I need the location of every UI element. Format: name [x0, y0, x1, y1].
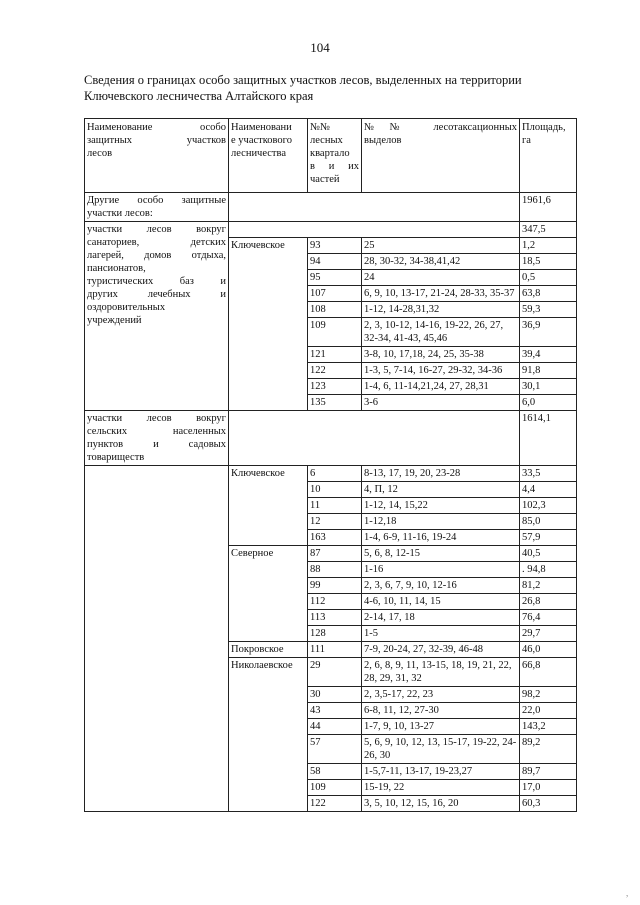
label-line: учреждений: [87, 315, 142, 326]
plot-numbers: 3-8, 10, 17,18, 24, 25, 35-38: [362, 347, 520, 363]
quarter-number: 123: [308, 379, 362, 395]
header-line: Площадь,: [522, 122, 566, 133]
plot-numbers: 25: [362, 238, 520, 254]
plot-numbers: 1-5: [362, 626, 520, 642]
quarter-number: 121: [308, 347, 362, 363]
plot-numbers: 1-12, 14-28,31,32: [362, 302, 520, 318]
header-forestry-name: [229, 119, 308, 193]
quarter-number: 135: [308, 395, 362, 411]
label-line: туристических баз и: [87, 276, 226, 287]
empty-cell: [85, 466, 229, 812]
quarter-number: 6: [308, 466, 362, 482]
area-value: 1,2: [520, 238, 577, 254]
area-value: 81,2: [520, 578, 577, 594]
forestry-name: Николаевское: [229, 658, 308, 812]
plot-numbers: 6-8, 11, 12, 27-30: [362, 703, 520, 719]
area-value: 0,5: [520, 270, 577, 286]
area-value: 63,8: [520, 286, 577, 302]
label-line: оздоровительных: [87, 302, 166, 313]
page-number: 104: [310, 40, 330, 55]
quarter-number: 112: [308, 594, 362, 610]
header-quarter-numbers: [308, 119, 362, 193]
area-value: 22,0: [520, 703, 577, 719]
forest-zones-table: [84, 118, 577, 812]
plot-numbers: 1-3, 5, 7-14, 16-27, 29-32, 34-36: [362, 363, 520, 379]
plot-numbers: 4, П, 12: [362, 482, 520, 498]
label-line: участки лесов:: [87, 208, 153, 219]
quarter-number: 30: [308, 687, 362, 703]
quarter-number: 93: [308, 238, 362, 254]
group-total-area: 347,5: [520, 222, 577, 238]
quarter-number: 10: [308, 482, 362, 498]
quarter-number: 11: [308, 498, 362, 514]
area-value: 89,2: [520, 735, 577, 764]
quarter-number: 108: [308, 302, 362, 318]
area-value: 39,4: [520, 347, 577, 363]
zone-group-label: [85, 411, 229, 466]
plot-numbers: 1-12, 14, 15,22: [362, 498, 520, 514]
label-line: сельских населенных: [87, 426, 226, 437]
label-line: Другие особо защитные: [87, 195, 226, 206]
area-value: 29,7: [520, 626, 577, 642]
plot-numbers: 5, 6, 9, 10, 12, 13, 15-17, 19-22, 24-26, 30: [362, 735, 520, 764]
quarter-number: 43: [308, 703, 362, 719]
title-line: Ключевского лесничества Алтайского края: [84, 89, 314, 103]
quarter-number: 95: [308, 270, 362, 286]
plot-numbers: 1-12,18: [362, 514, 520, 530]
header-line: га: [522, 135, 531, 146]
quarter-number: 88: [308, 562, 362, 578]
quarter-number: 99: [308, 578, 362, 594]
area-value: 59,3: [520, 302, 577, 318]
header-zone-name: [85, 119, 229, 193]
forestry-name: Ключевское: [229, 466, 308, 546]
other-zones-label: [85, 193, 229, 222]
plot-numbers: 2, 3, 10-12, 14-16, 19-22, 26, 27, 32-34, 41-43, 45,46: [362, 318, 520, 347]
area-value: 40,5: [520, 546, 577, 562]
area-value: 66,8: [520, 658, 577, 687]
table-header-row: [85, 119, 577, 193]
quarter-number: 87: [308, 546, 362, 562]
area-value: 85,0: [520, 514, 577, 530]
plot-numbers: 3-6: [362, 395, 520, 411]
plot-numbers: 15-19, 22: [362, 780, 520, 796]
zone-group-label: [85, 222, 229, 411]
header-line: выделов: [364, 135, 402, 146]
quarter-number: 113: [308, 610, 362, 626]
plot-numbers: 6, 9, 10, 13-17, 21-24, 28-33, 35-37: [362, 286, 520, 302]
forestry-name: Ключевское: [229, 238, 308, 411]
area-value: 30,1: [520, 379, 577, 395]
area-value: 18,5: [520, 254, 577, 270]
header-line: Наименовани: [231, 122, 292, 133]
area-value: 4,4: [520, 482, 577, 498]
plot-numbers: 1-7, 9, 10, 13-27: [362, 719, 520, 735]
header-line: е участкового: [231, 135, 292, 146]
header-line: №№: [310, 122, 331, 133]
area-value: 36,9: [520, 318, 577, 347]
plot-numbers: 1-4, 6-9, 11-16, 19-24: [362, 530, 520, 546]
area-value: 57,9: [520, 530, 577, 546]
label-line: других лечебных и: [87, 289, 226, 300]
area-value: 102,3: [520, 498, 577, 514]
quarter-number: 122: [308, 363, 362, 379]
quarter-number: 57: [308, 735, 362, 764]
plot-numbers: 1-4, 6, 11-14,21,24, 27, 28,31: [362, 379, 520, 395]
header-line: защитных участков: [87, 135, 226, 146]
plot-numbers: 3, 5, 10, 12, 15, 16, 20: [362, 796, 520, 812]
area-value: 6,0: [520, 395, 577, 411]
label-line: пансионатов,: [87, 263, 146, 274]
header-line: квартало: [310, 148, 350, 159]
area-value: 26,8: [520, 594, 577, 610]
quarter-number: 58: [308, 764, 362, 780]
plot-numbers: 28, 30-32, 34-38,41,42: [362, 254, 520, 270]
quarter-number: 109: [308, 780, 362, 796]
label-line: санаториев, детских: [87, 237, 226, 248]
title-line: Сведения о границах особо защитных участков лесов, выделенных на территории: [84, 73, 522, 87]
area-value: 33,5: [520, 466, 577, 482]
area-value: 17,0: [520, 780, 577, 796]
label-line: участки лесов вокруг: [87, 413, 226, 424]
quarter-number: 29: [308, 658, 362, 687]
quarter-number: 44: [308, 719, 362, 735]
plot-numbers: 1-16: [362, 562, 520, 578]
quarter-number: 128: [308, 626, 362, 642]
area-value: 76,4: [520, 610, 577, 626]
header-line: лесничества: [231, 148, 286, 159]
area-value: 91,8: [520, 363, 577, 379]
header-line: лесов: [87, 148, 113, 159]
plot-numbers: 2, 6, 8, 9, 11, 13-15, 18, 19, 21, 22, 28, 29, 31, 32: [362, 658, 520, 687]
area-value: 89,7: [520, 764, 577, 780]
area-value: 46,0: [520, 642, 577, 658]
plot-numbers: 2, 3,5-17, 22, 23: [362, 687, 520, 703]
plot-numbers: 4-6, 10, 11, 14, 15: [362, 594, 520, 610]
empty-cell: [229, 222, 520, 238]
header-area: [520, 119, 577, 193]
label-line: товариществ: [87, 452, 145, 463]
scan-mark: ,: [626, 888, 629, 898]
group-total-area: 1614,1: [520, 411, 577, 466]
quarter-number: 163: [308, 530, 362, 546]
plot-numbers: 2, 3, 6, 7, 9, 10, 12-16: [362, 578, 520, 594]
label-line: пунктов и садовых: [87, 439, 226, 450]
plot-numbers: 24: [362, 270, 520, 286]
header-plot-numbers: [362, 119, 520, 193]
area-value: 60,3: [520, 796, 577, 812]
area-value: 143,2: [520, 719, 577, 735]
table-row: [85, 466, 577, 482]
other-zones-row: [85, 193, 577, 222]
label-line: лагерей, домов отдыха,: [87, 250, 226, 261]
quarter-number: 107: [308, 286, 362, 302]
plot-numbers: 1-5,7-11, 13-17, 19-23,27: [362, 764, 520, 780]
plot-numbers: 7-9, 20-24, 27, 32-39, 46-48: [362, 642, 520, 658]
plot-numbers: 2-14, 17, 18: [362, 610, 520, 626]
empty-cell: [229, 193, 520, 222]
quarter-number: 12: [308, 514, 362, 530]
header-line: в и их: [310, 161, 359, 172]
forestry-name: Покровское: [229, 642, 308, 658]
other-zones-area: 1961,6: [520, 193, 577, 222]
header-line: №№ лесотаксационных: [364, 122, 517, 133]
quarter-number: 109: [308, 318, 362, 347]
forestry-name: Северное: [229, 546, 308, 642]
area-value: 98,2: [520, 687, 577, 703]
header-line: частей: [310, 174, 340, 185]
plot-numbers: 8-13, 17, 19, 20, 23-28: [362, 466, 520, 482]
document-title: [84, 72, 584, 104]
area-value: . 94,8: [520, 562, 577, 578]
group-total-row: [85, 222, 577, 238]
label-line: участки лесов вокруг: [87, 224, 226, 235]
quarter-number: 94: [308, 254, 362, 270]
header-line: лесных: [310, 135, 343, 146]
quarter-number: 111: [308, 642, 362, 658]
empty-cell: [229, 411, 520, 466]
header-line: Наименование особо: [87, 122, 226, 133]
plot-numbers: 5, 6, 8, 12-15: [362, 546, 520, 562]
quarter-number: 122: [308, 796, 362, 812]
